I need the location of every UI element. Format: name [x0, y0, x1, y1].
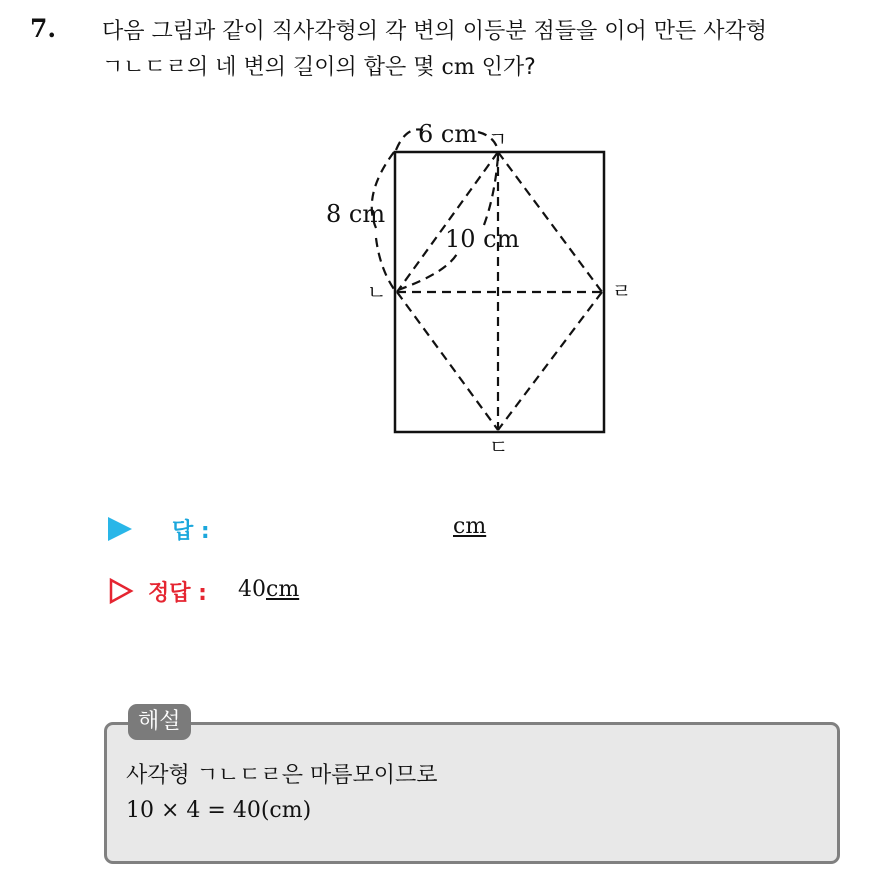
vertex-label-top: ㄱ	[488, 127, 508, 151]
explanation-line-2: 10 × 4 = 40(cm)	[126, 798, 312, 823]
rectangle-outline	[395, 152, 604, 432]
rhombus-side-top-left	[397, 152, 498, 292]
answer-row	[108, 512, 528, 548]
top-length-label: 6 cm	[418, 120, 478, 148]
vertex-label-left: ㄴ	[367, 280, 387, 304]
left-length-label: 8 cm	[326, 200, 386, 228]
answer-blank-unit[interactable]: cm	[453, 514, 487, 539]
correct-answer-value	[238, 577, 299, 602]
vertex-label-bottom: ㄷ	[489, 435, 509, 459]
explanation-line-1: 사각형 ㄱㄴㄷㄹ은 마름모이므로	[126, 763, 438, 788]
question-line-2-suffix: 인가?	[474, 55, 536, 80]
correct-answer-label: 정답 :	[148, 581, 207, 606]
arc-diag-length-upper	[484, 156, 498, 225]
question-line-2-prefix: ㄱㄴㄷㄹ의 네 변의 길이의 합은 몇	[102, 55, 442, 80]
question-number: 7.	[30, 14, 57, 43]
explanation-box	[104, 722, 840, 864]
vertex-label-right: ㄹ	[612, 279, 632, 303]
correct-answer-unit: cm	[266, 577, 300, 602]
outline-triangle-icon	[108, 577, 134, 605]
answer-label: 답 :	[172, 519, 210, 544]
rhombus-side-bottom-right	[498, 292, 602, 430]
question-line-2-unit: cm	[441, 55, 475, 80]
correct-answer-row	[108, 574, 528, 610]
correct-answer-number: 40	[238, 577, 266, 602]
explanation-tag: 해설	[128, 704, 191, 740]
question-line-1: 다음 그림과 같이 직사각형의 각 변의 이등분 점들을 이어 만든 사각형	[102, 19, 767, 44]
rhombus-side-bottom-left	[397, 292, 498, 430]
arc-diag-length	[398, 252, 458, 290]
diag-length-label: 10 cm	[445, 225, 520, 253]
play-triangle-icon	[108, 517, 132, 541]
rhombus-side-top-right	[498, 152, 602, 292]
